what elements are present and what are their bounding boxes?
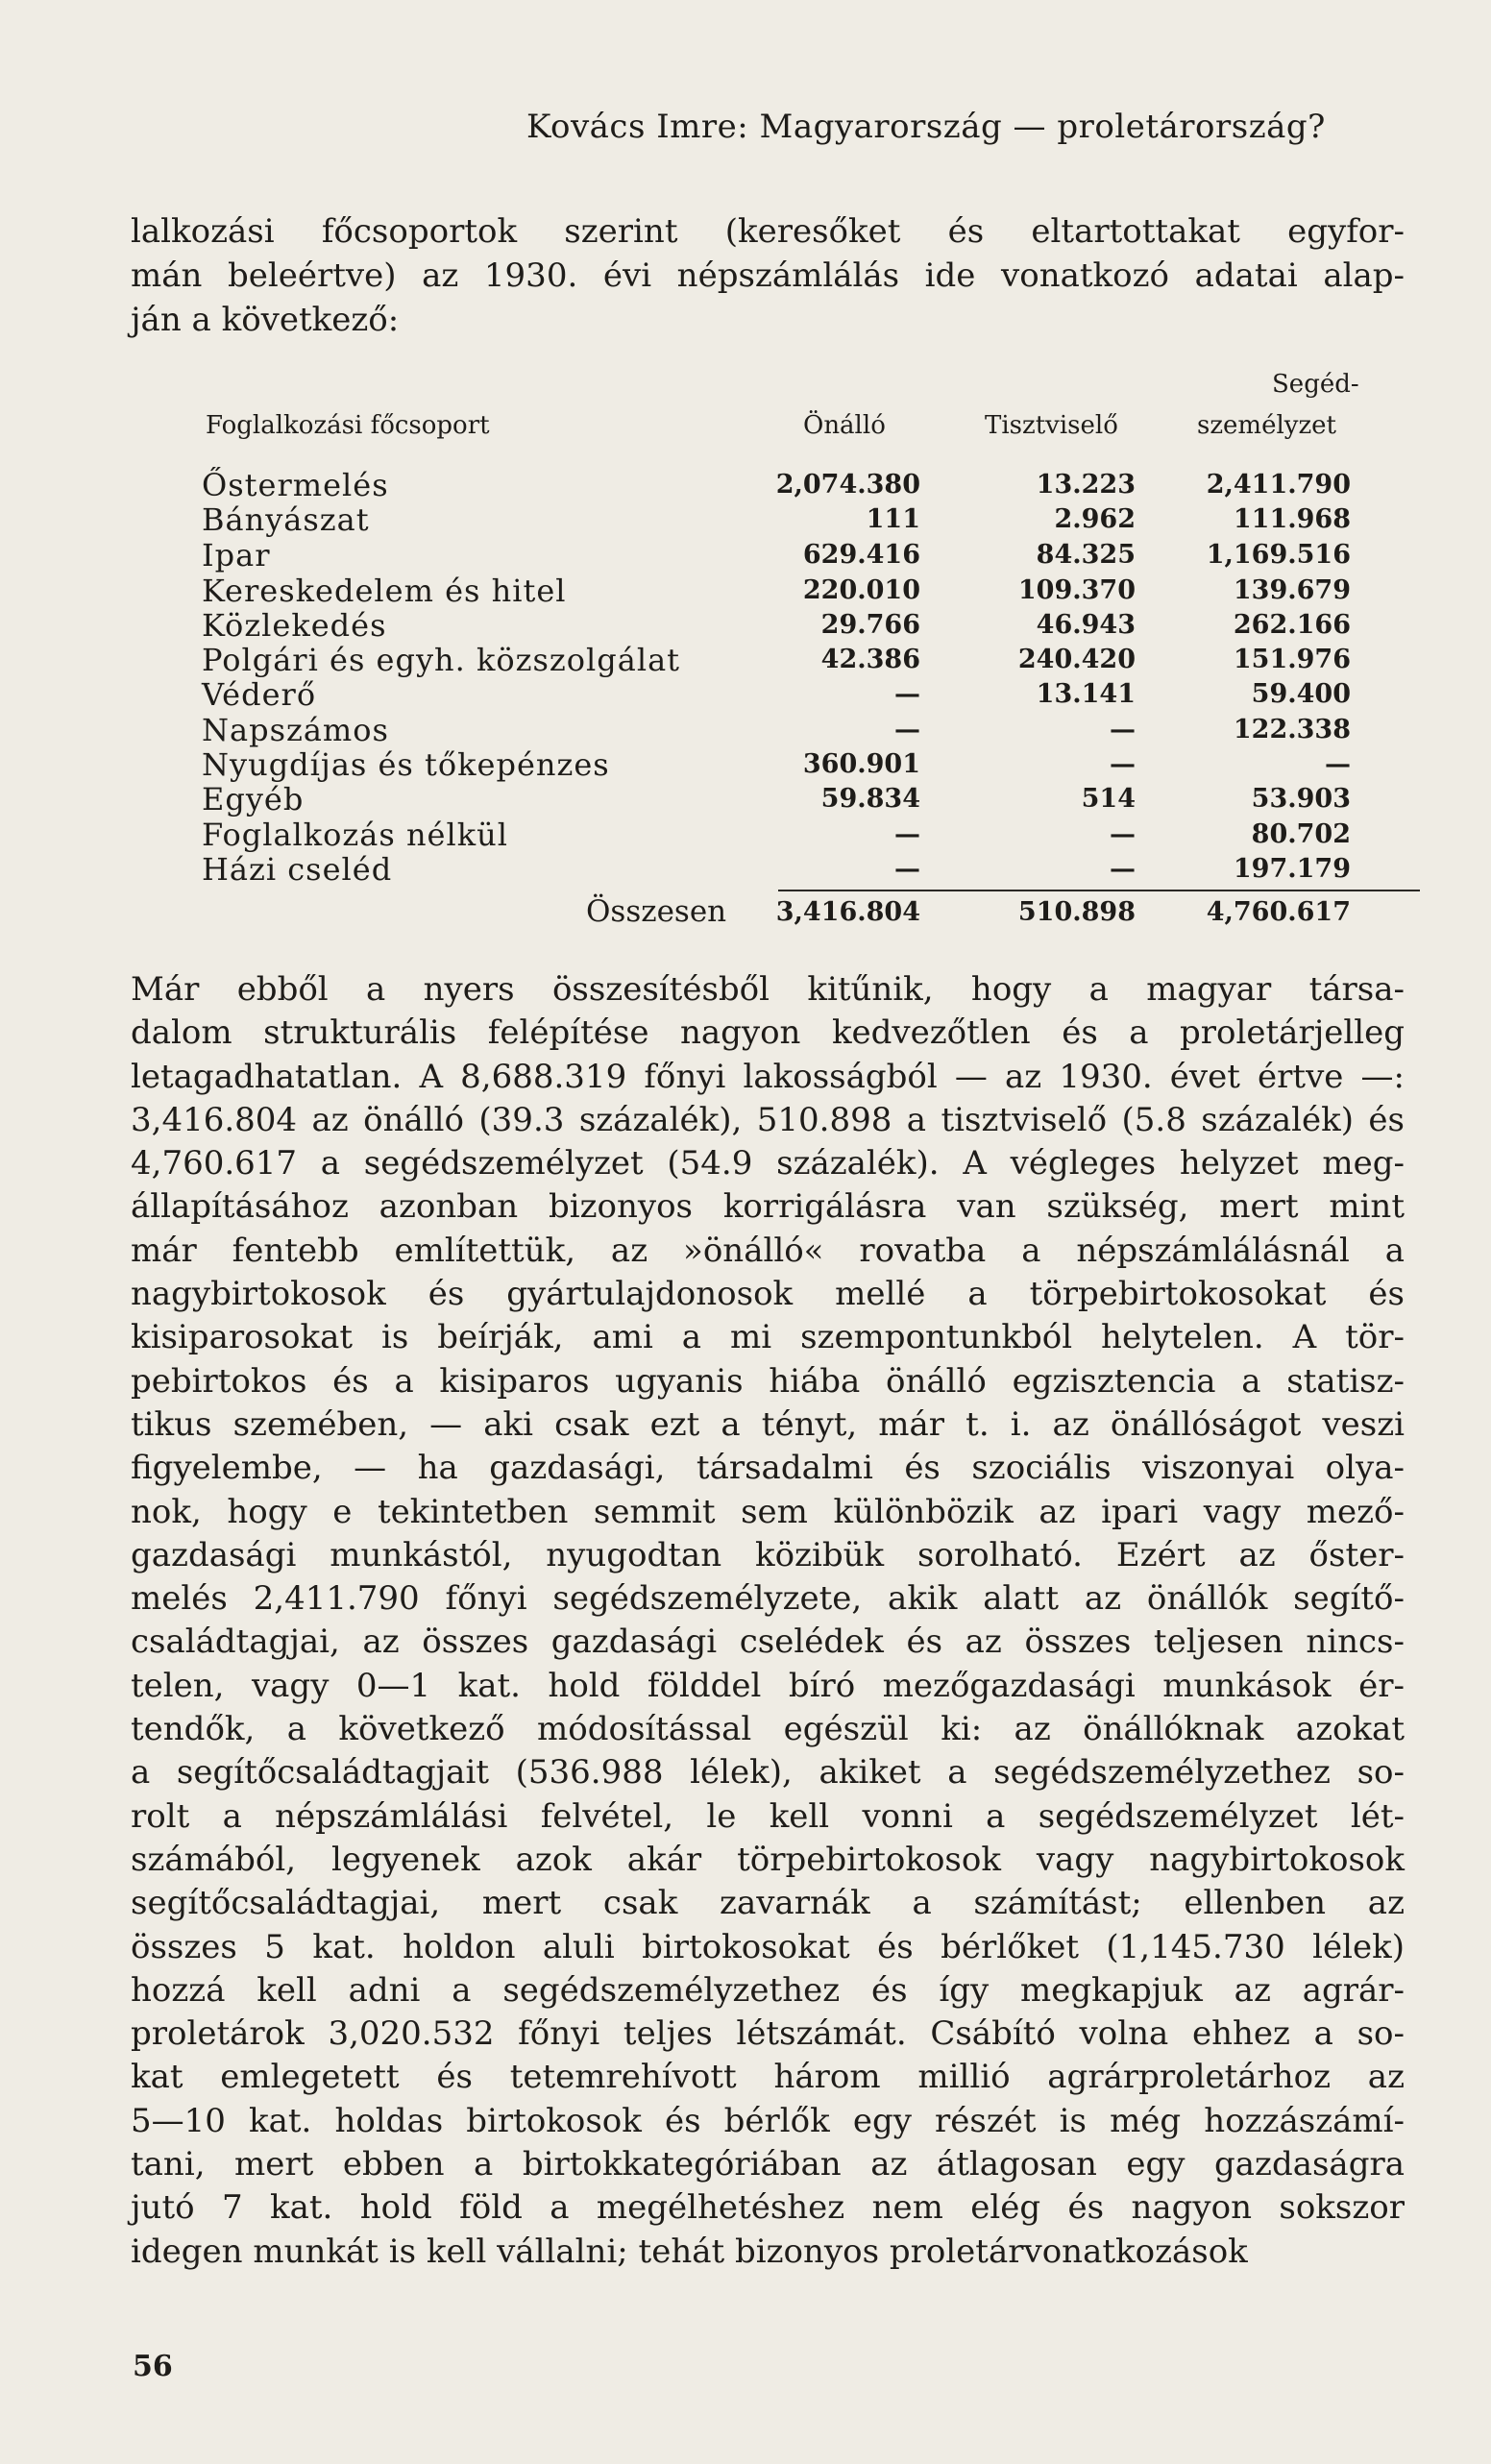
body-line: figyelembe, — ha gazdasági, társadalmi és szociális viszonyai olya-: [131, 1449, 1405, 1488]
cell-seged: —: [1325, 749, 1351, 779]
cell-tisztviselo: 13.141: [1036, 679, 1136, 709]
cell-onallo: —: [894, 679, 920, 709]
cell-onallo: 360.901: [802, 749, 920, 779]
body-line: 3,416.804 az önálló (39.3 százalék), 510.898 a tisztviselő (5.8 százalék) és: [131, 1100, 1405, 1139]
header-seged-line1: Segéd-: [1272, 370, 1359, 399]
body-line: családtagjai, az összes gazdasági cselédek és az összes teljesen nincs-: [131, 1622, 1405, 1662]
body-line: a segítőcsaládtagjait (536.988 lélek), akiket a segédszemélyzethez so-: [131, 1753, 1405, 1793]
body-line: már fentebb említettük, az »önálló« rovatba a népszámlálásnál a: [131, 1231, 1405, 1270]
header-group: Foglalkozási főcsoport: [206, 411, 490, 440]
cell-seged: 2,411.790: [1206, 470, 1351, 500]
row-label: Kereskedelem és hitel: [202, 573, 567, 609]
cell-seged: 59.400: [1251, 679, 1351, 709]
row-label: Egyéb: [202, 781, 305, 817]
intro-line: lalkozási főcsoportok szerint (keresőket és eltartottakat egyfor-: [131, 212, 1405, 251]
cell-tisztviselo: 46.943: [1036, 610, 1136, 640]
cell-seged: 111.968: [1233, 504, 1351, 534]
body-paragraph: [131, 968, 1405, 2274]
cell-onallo: —: [894, 819, 920, 849]
row-label: Bányászat: [202, 501, 370, 538]
body-line: összes 5 kat. holdon aluli birtokosokat és bérlőket (1,145.730 lélek): [131, 1927, 1405, 1966]
cell-tisztviselo: 84.325: [1036, 540, 1136, 570]
cell-tisztviselo: 13.223: [1036, 470, 1136, 500]
row-label: Ipar: [202, 537, 271, 573]
body-line: gazdasági munkástól, nyugodtan közibük sorolható. Ezért az őster-: [131, 1535, 1405, 1574]
body-line: letagadhatatlan. A 8,688.319 főnyi lakosságból — az 1930. évet értve —:: [131, 1057, 1405, 1096]
row-label: Közlekedés: [202, 607, 387, 644]
body-line: dalom strukturális felépítése nagyon kedvezőtlen és a proletárjelleg: [131, 1013, 1405, 1053]
cell-seged: 1,169.516: [1206, 540, 1351, 570]
body-line: nagybirtokosok és gyártulajdonosok mellé a törpebirtokosokat és: [131, 1275, 1405, 1314]
body-line: pebirtokos és a kisiparos ugyanis hiába önálló egzisztencia a statisz-: [131, 1361, 1405, 1401]
body-line: tikus szemében, — aki csak ezt a tényt, már t. i. az önállóságot veszi: [131, 1404, 1405, 1444]
cell-onallo: 220.010: [802, 575, 920, 605]
body-line: jutó 7 kat. hold föld a megélhetéshez nem elég és nagyon sokszor: [131, 2188, 1405, 2228]
body-line: állapításához azonban bizonyos korrigálásra van szükség, mert mint: [131, 1187, 1405, 1227]
body-line: kisiparosokat is beírják, ami a mi szempontunkból helytelen. A tör-: [131, 1318, 1405, 1357]
total-tisztviselo: 510.898: [1017, 897, 1136, 927]
cell-seged: 122.338: [1233, 715, 1351, 744]
cell-tisztviselo: —: [1110, 715, 1136, 744]
cell-tisztviselo: 109.370: [1017, 575, 1136, 605]
cell-tisztviselo: —: [1110, 854, 1136, 884]
body-line: hozzá kell adni a segédszemélyzethez és így megkapjuk az agrár-: [131, 1970, 1405, 2010]
cell-onallo: —: [894, 715, 920, 744]
body-line: 4,760.617 a segédszemélyzet (54.9 százalék). A végleges helyzet meg-: [131, 1144, 1405, 1183]
cell-tisztviselo: —: [1110, 819, 1136, 849]
body-line: segítőcsaládtagjai, mert csak zavarnák a számítást; ellenben az: [131, 1884, 1405, 1923]
body-line: proletárok 3,020.532 főnyi teljes létszámát. Csábító volna ehhez a so-: [131, 2014, 1405, 2054]
cell-onallo: 59.834: [820, 784, 920, 814]
intro-paragraph: [131, 209, 1405, 342]
cell-onallo: 111: [866, 504, 920, 534]
cell-tisztviselo: 240.420: [1017, 645, 1136, 674]
row-label: Nyugdíjas és tőkepénzes: [202, 746, 610, 783]
body-line: tani, mert ebben a birtokkategóriában az átlagosan egy gazdaságra: [131, 2145, 1405, 2184]
cell-onallo: 629.416: [802, 540, 920, 570]
row-label: Foglalkozás nélkül: [202, 817, 508, 853]
row-label: Véderő: [202, 676, 317, 713]
body-line: tendők, a következő módosítással egészül ki: az önállóknak azokat: [131, 1710, 1405, 1749]
row-label: Őstermelés: [202, 467, 389, 503]
total-label: Összesen: [586, 894, 727, 929]
intro-line: mán beleértve) az 1930. évi népszámlálás ide vonatkozó adatai alap-: [131, 256, 1405, 295]
cell-seged: 53.903: [1251, 784, 1351, 814]
cell-seged: 151.976: [1233, 645, 1351, 674]
row-label: Napszámos: [202, 712, 389, 748]
body-line: 5—10 kat. holdas birtokosok és bérlők egy részét is még hozzászámí-: [131, 2101, 1405, 2140]
cell-onallo: 42.386: [820, 645, 920, 674]
header-onallo: Önálló: [803, 411, 886, 440]
cell-seged: 80.702: [1251, 819, 1351, 849]
total-rule: [778, 890, 1420, 891]
page-number: 56: [133, 2350, 173, 2383]
row-label: Házi cseléd: [202, 851, 393, 888]
body-line: rolt a népszámlálási felvétel, le kell vonni a segédszemélyzet lét-: [131, 1796, 1405, 1836]
cell-onallo: —: [894, 854, 920, 884]
cell-onallo: 2,074.380: [775, 470, 920, 500]
body-line: számából, legyenek azok akár törpebirtokosok vagy nagybirtokosok: [131, 1840, 1405, 1879]
body-line: melés 2,411.790 főnyi segédszemélyzete, akik alatt az önállók segítő-: [131, 1579, 1405, 1619]
body-line: nok, hogy e tekintetben semmit sem különbözik az ipari vagy mező-: [131, 1492, 1405, 1531]
running-head: Kovács Imre: Magyarország — proletárország?: [526, 108, 1326, 146]
total-seged: 4,760.617: [1206, 897, 1351, 927]
body-line: idegen munkát is kell vállalni; tehát bizonyos proletárvonatkozások: [131, 2232, 1248, 2271]
cell-seged: 197.179: [1233, 854, 1351, 884]
header-seged-line2: személyzet: [1197, 411, 1337, 440]
intro-line: ján a következő:: [131, 301, 400, 339]
cell-onallo: 29.766: [820, 610, 920, 640]
body-line: kat emlegetett és tetemrehívott három millió agrárproletárhoz az: [131, 2058, 1405, 2097]
body-line: Már ebből a nyers összesítésből kitűnik, hogy a magyar társa-: [131, 970, 1405, 1009]
cell-tisztviselo: 514: [1081, 784, 1136, 814]
cell-seged: 139.679: [1233, 575, 1351, 605]
header-tisztviselo: Tisztviselő: [985, 411, 1118, 440]
row-label: Polgári és egyh. közszolgálat: [202, 642, 681, 678]
body-line: telen, vagy 0—1 kat. hold földdel bíró mezőgazdasági munkások ér-: [131, 1666, 1405, 1705]
cell-tisztviselo: —: [1110, 749, 1136, 779]
cell-tisztviselo: 2.962: [1054, 504, 1136, 534]
total-onallo: 3,416.804: [775, 897, 920, 927]
cell-seged: 262.166: [1233, 610, 1351, 640]
